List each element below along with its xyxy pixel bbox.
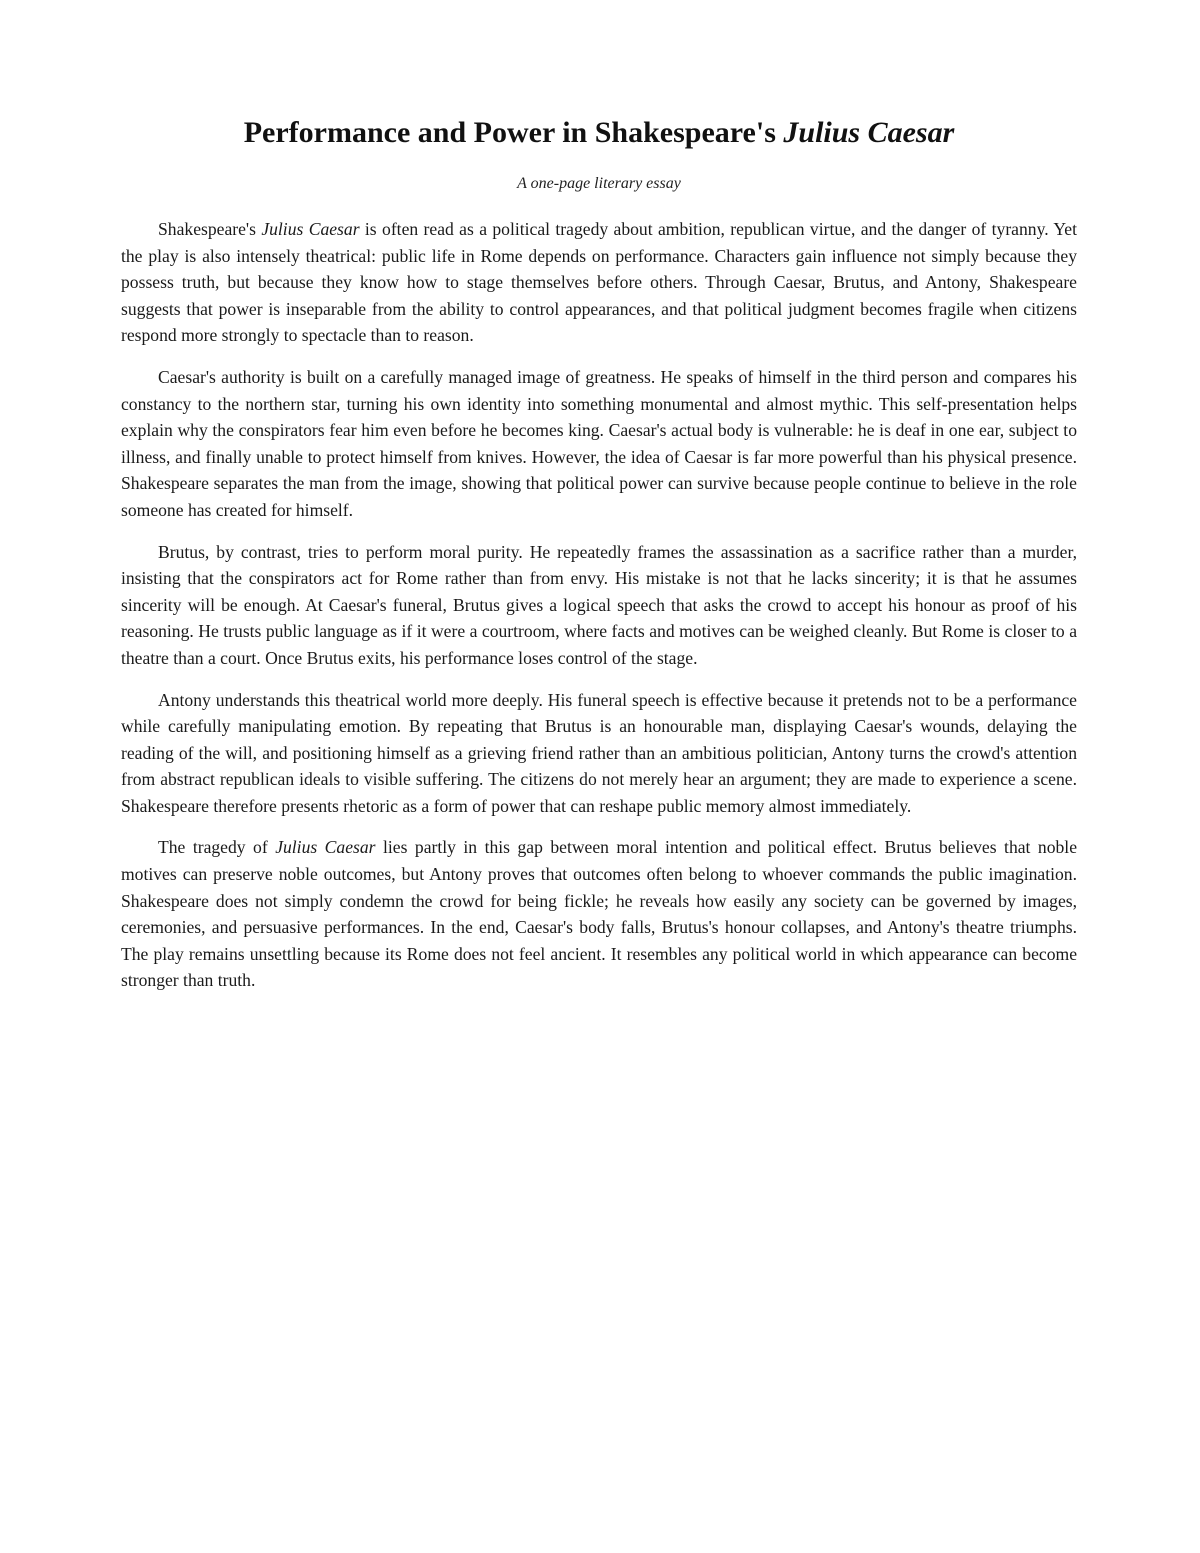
essay (121, 113, 1077, 1009)
essay-title-work: Julius Caesar (783, 116, 955, 149)
paragraph-brutus: Brutus, by contrast, tries to perform moral purity. He repeatedly frames the assassination as a sacrifice rather than a murder, insisting that the conspirators act for Rome rather than from envy. His mistake is not that he lacks sincerity; it is that he assumes sincerity will be enough. At Caesar's funeral, Brutus gives a logical speech that asks the crowd to accept his honour as proof of his reasoning. He trusts public language as if it were a courtroom, where facts and motives can be weighed cleanly. But Rome is closer to a theatre than a court. Once Brutus exits, his performance loses control of the stage. (121, 541, 1077, 668)
essay-title (121, 113, 1077, 153)
essay-subtitle: A one-page literary essay (517, 175, 681, 192)
essay-title-text: Performance and Power in Shakespeare's (243, 116, 784, 149)
paragraph-text: lies partly in this gap between moral intention and political effect. Brutus believes that noble motives can preserve noble outcomes, but Antony proves that outcomes often belong to whoever commands the public imagination. Shakespeare does not simply condemn the crowd for being fickle; he reveals how easily any society can be governed by images, ceremonies, and persuasive performances. In the end, Caesar's body falls, Brutus's honour collapses, and Antony's theatre triumphs. The play remains unsettling because its Rome does not feel ancient. It resembles any political world in which appearance can become stronger than truth. (121, 837, 1077, 991)
work-title: Julius Caesar (275, 837, 376, 858)
paragraph-caesar: Caesar's authority is built on a carefully managed image of greatness. He speaks of himself in the third person and compares his constancy to the northern star, turning his own identity into something monumental and almost mythic. This self-presentation helps explain why the conspirators fear him even before he becomes king. Caesar's actual body is vulnerable: he is deaf in one ear, subject to illness, and finally unable to protect himself from knives. However, the idea of Caesar is far more powerful than his physical presence. Shakespeare separates the man from the image, showing that political power can survive because people continue to believe in the role someone has created for himself. (121, 366, 1077, 520)
paragraph-antony: Antony understands this theatrical world more deeply. His funeral speech is effective because it pretends not to be a performance while carefully manipulating emotion. By repeating that Brutus is an honourable man, displaying Caesar's wounds, delaying the reading of the will, and positioning himself as a grieving friend rather than an ambitious politician, Antony turns the crowd's attention from abstract republican ideals to visible suffering. The citizens do not merely hear an argument; they are made to experience a scene. Shakespeare therefore presents rhetoric as a form of power that can reshape public memory almost immediately. (121, 689, 1077, 816)
work-title: Julius Caesar (261, 219, 360, 239)
paragraph-text: is often read as a political tragedy about ambition, republican virtue, and the danger of tyranny. Yet the play is also intensely theatrical: public life in Rome depends on performance. Characters gain influence not simply because they possess truth, but because they know how to stage themselves before others. Through Caesar, Brutus, and Antony, Shakespeare suggests that power is inseparable from the ability to control appearances, and that political judgment becomes fragile when citizens respond more strongly to spectacle than to reason. (121, 219, 1077, 346)
paragraph-conclusion (121, 834, 1077, 994)
paragraph-text: Shakespeare's (158, 219, 262, 239)
essay-body (121, 216, 1077, 994)
paragraph-text: The tragedy of (158, 837, 276, 858)
paragraph-introduction (121, 216, 1077, 349)
